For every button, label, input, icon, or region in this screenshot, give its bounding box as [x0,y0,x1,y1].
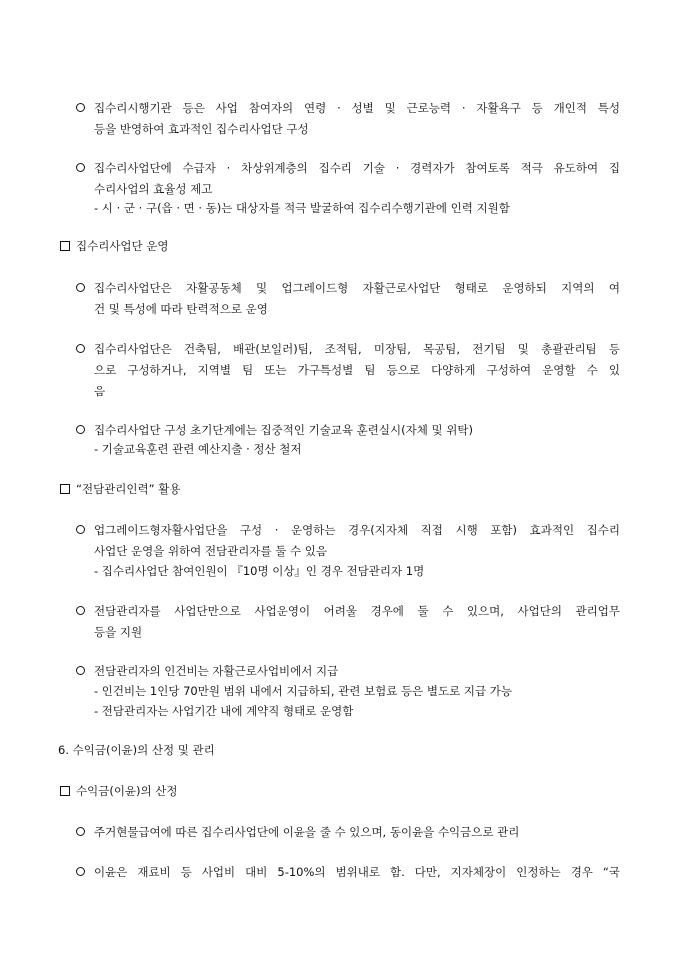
bullet-text: 전담관리자를 사업단만으로 사업운영이 어려울 경우에 둘 수 있으며, 사업단의 관리업무 [94,604,620,618]
square-bullet-icon [60,241,70,251]
bullet-text: 집수리시행기관 등은 사업 참여자의 연령 · 성별 및 근로능력 · 자활욕구 등 개인적 특성 [94,101,620,115]
dash-text: - 기술교육훈련 관련 예산지출 · 정산 철저 [94,442,302,456]
dash-text: - 전담관리자는 사업기간 내에 계약직 형태로 운영함 [94,704,354,718]
bullet-text: 음 [94,384,106,398]
circle-bullet-icon [76,824,88,840]
dash-text: - 집수리사업단 참여인원이 『10명 이상』인 경우 전담관리자 1명 [94,564,425,578]
section-heading [60,783,178,799]
bullet-text: 전담관리자의 인건비는 자활근로사업비에서 지급 [94,664,339,678]
circle-bullet-icon [76,663,88,679]
bullet-text: 등을 지원 [94,625,143,639]
bullet-text: 등을 반영하여 효과적인 집수리사업단 구성 [94,122,309,136]
square-bullet-icon [60,786,70,796]
bullet-text: 사업단 운영을 위하여 전담관리자를 둘 수 있음 [94,544,328,558]
bullet-text: 건 및 특성에 따라 탄력적으로 운영 [94,302,268,316]
circle-bullet-icon [76,100,88,116]
circle-bullet-icon [76,603,88,619]
bullet-text: 으로 구성하거나, 지역별 팀 또는 가구특성별 팀 등으로 다양하게 구성하여 운영할 수 있 [94,363,620,377]
square-bullet-icon [60,484,70,494]
bullet-text: 집수리사업단은 자활공동체 및 업그레이드형 자활근로사업단 형태로 운영하되 지역의 여 [94,281,620,295]
heading-text: 수익금(이윤)의 산정 [76,784,178,798]
dash-text: - 시 · 군 · 구(읍 · 면 · 동)는 대상자를 적극 발굴하여 집수리수행기관에 인력 지원함 [94,201,510,215]
bullet-text: 집수리사업단은 건축팀, 배관(보일러)팀, 조적팀, 미장팀, 목공팀, 전기팀 및 총괄관리팀 등 [94,342,620,356]
circle-bullet-icon [76,160,88,176]
circle-bullet-icon [76,522,88,538]
section-heading [60,481,180,497]
bullet-text: 업그레이드형자활사업단을 구성 · 운영하는 경우(지자체 직접 시행 포함) 효과적인 집수리 [94,523,620,537]
circle-bullet-icon [76,280,88,296]
bullet-text: 이윤은 재료비 등 사업비 대비 5-10%의 범위내로 함. 다만, 지자체장이 인정하는 경우 “국 [94,865,620,879]
section-heading [60,238,169,254]
section-title: 6. 수익금(이윤)의 산정 및 관리 [58,743,215,757]
heading-text: “전담관리인력” 활용 [76,482,181,496]
circle-bullet-icon [76,864,88,880]
bullet-text: 수리사업의 효율성 제고 [94,182,213,196]
heading-text: 집수리사업단 운영 [76,239,169,253]
circle-bullet-icon [76,341,88,357]
bullet-text: 집수리사업단 구성 초기단계에는 집중적인 기술교육 훈련실시(자체 및 위탁) [94,423,473,437]
bullet-text: 주거현물급여에 따른 집수리사업단에 이윤을 줄 수 있으며, 동이윤을 수익금으로 관리 [94,825,520,839]
dash-text: - 인건비는 1인당 70만원 범위 내에서 지급하되, 관련 보험료 등은 별도로 지급 가능 [94,684,512,698]
bullet-text: 집수리사업단에 수급자 · 차상위계층의 집수리 기술 · 경력자가 참여토록 적극 유도하여 집 [94,161,620,175]
circle-bullet-icon [76,422,88,438]
